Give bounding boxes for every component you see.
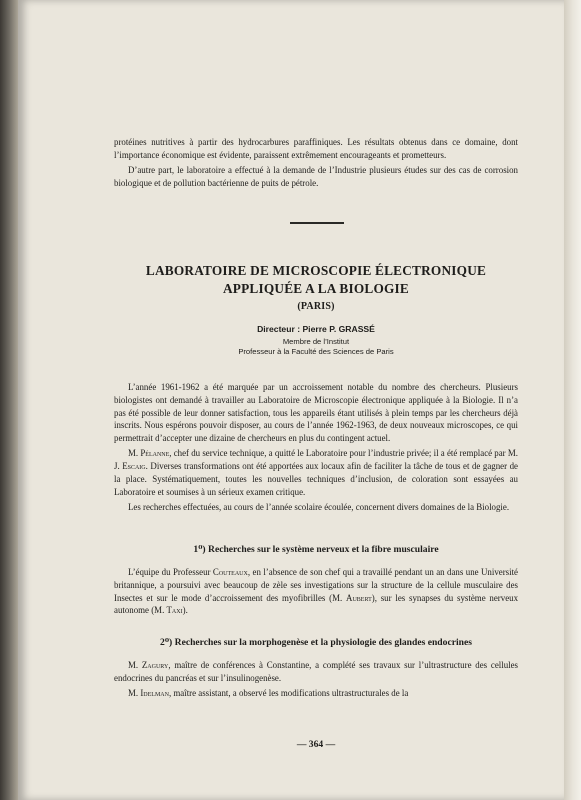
- person-name: Aubert: [346, 592, 372, 603]
- person-name: Taxi: [166, 605, 183, 616]
- person-name: Zagury: [141, 660, 169, 670]
- title-place: (PARIS): [297, 301, 335, 312]
- title-line-1: LABORATOIRE DE MICROSCOPIE ÉLECTRONIQUE: [145, 263, 487, 278]
- director-role-1: Membre de l’Institut: [282, 337, 350, 346]
- title-line-2: APPLIQUÉE A LA BIOLOGIE: [222, 281, 409, 296]
- page-number: — 364 —: [296, 739, 336, 750]
- section-divider: [290, 222, 344, 224]
- section-1-heading: 1⁰) Recherches sur le système nerveux et la fibre musculaire: [193, 544, 439, 555]
- director-line: Directeur : Pierre P. GRASSÉ: [257, 324, 375, 334]
- section-2-heading: 2⁰) Recherches sur la morphogenèse et la physiologie des glandes endocrines: [160, 637, 472, 648]
- laboratory-title: [114, 262, 518, 298]
- section-2-text: [114, 659, 518, 702]
- book-binding-shadow: [0, 0, 20, 800]
- person-name: Idelman: [140, 688, 169, 699]
- paragraph-industry: D’autre part, le laboratoire a effectué à la demande de l’Industrie plusieurs études sur des cas de corrosion biologique et de pollution bactérienne de puits de pétrole.: [114, 165, 518, 188]
- director-roles: [114, 337, 518, 357]
- paragraph-continued: protéines nutritives à partir des hydrocarbures paraffiniques. Les résultats obtenus dans ce domaine, dont l’importance économique est évidente, paraissent extrêmement encourageants et prometteurs.: [114, 137, 518, 160]
- person-name: Pélanne: [140, 448, 170, 459]
- document-page: [18, 0, 564, 800]
- paragraph-research-domains: Les recherches effectuées, au cours de l’année scolaire écoulée, concernent divers domaines de la Biologie.: [128, 502, 510, 513]
- paragraph-year: L’année 1961-1962 a été marquée par un accroissement notable du nombre des chercheurs. Plusieurs biologistes ont demandé à travailler au Laboratoire de Microscopie électronique appliquée à la Biologie. Il n’a pas été possible de leur donner satisfaction, tous les appareils étant utilisés à plein temps par les chercheurs déjà inscrits. Nous espérons pouvoir disposer, au cours de l’année 1962-1963, de deux nouveaux microscopes, ce qui permettrait d’accepter une dizaine de chercheurs en plus du contingent actuel.: [114, 382, 518, 444]
- section-1-text: [114, 566, 518, 620]
- paragraph-technical: M. Pélanne, chef du service technique, a quitté le Laboratoire pour l’industrie privée; il a été remplacé par M. J. Escaig. Diverses transformations ont été apportées aux locaux afin de faciliter la tâche de tous et de gagner de la place. Systématiquement, toutes les nouvelles techniques d’inclusion, de coloration sont essayées au Laboratoire et soumises à un sérieux examen critique.: [114, 448, 518, 497]
- person-name: Escaig: [122, 461, 146, 472]
- paragraph-idelman: M. Idelman, maître assistant, a observé les modifications ultrastructurales de la: [128, 688, 409, 699]
- director-role-2: Professeur à la Faculté des Sciences de Paris: [238, 347, 394, 356]
- person-name: Couteaux: [212, 567, 248, 577]
- paragraph-zagury: M. Zagury, maître de conférences à Constantine, a complété ses travaux sur l’ultrastructure des cellules endocrines du pancréas et sur l’insulinogenèse.: [114, 660, 518, 683]
- paragraph-couteaux: L’équipe du Professeur Couteaux, en l’absence de son chef qui a travaillé pendant un an dans une Université britannique, a poursuivi avec beaucoup de zèle ses investigations sur la structure de la cellule musculaire des Insectes et sur le mode d’accroissement des myofibrilles (M. Aubert), sur les synapses du système nerveux autonome (M. Taxi).: [114, 567, 519, 616]
- top-text-block: [114, 136, 518, 192]
- intro-text-block: [114, 381, 518, 516]
